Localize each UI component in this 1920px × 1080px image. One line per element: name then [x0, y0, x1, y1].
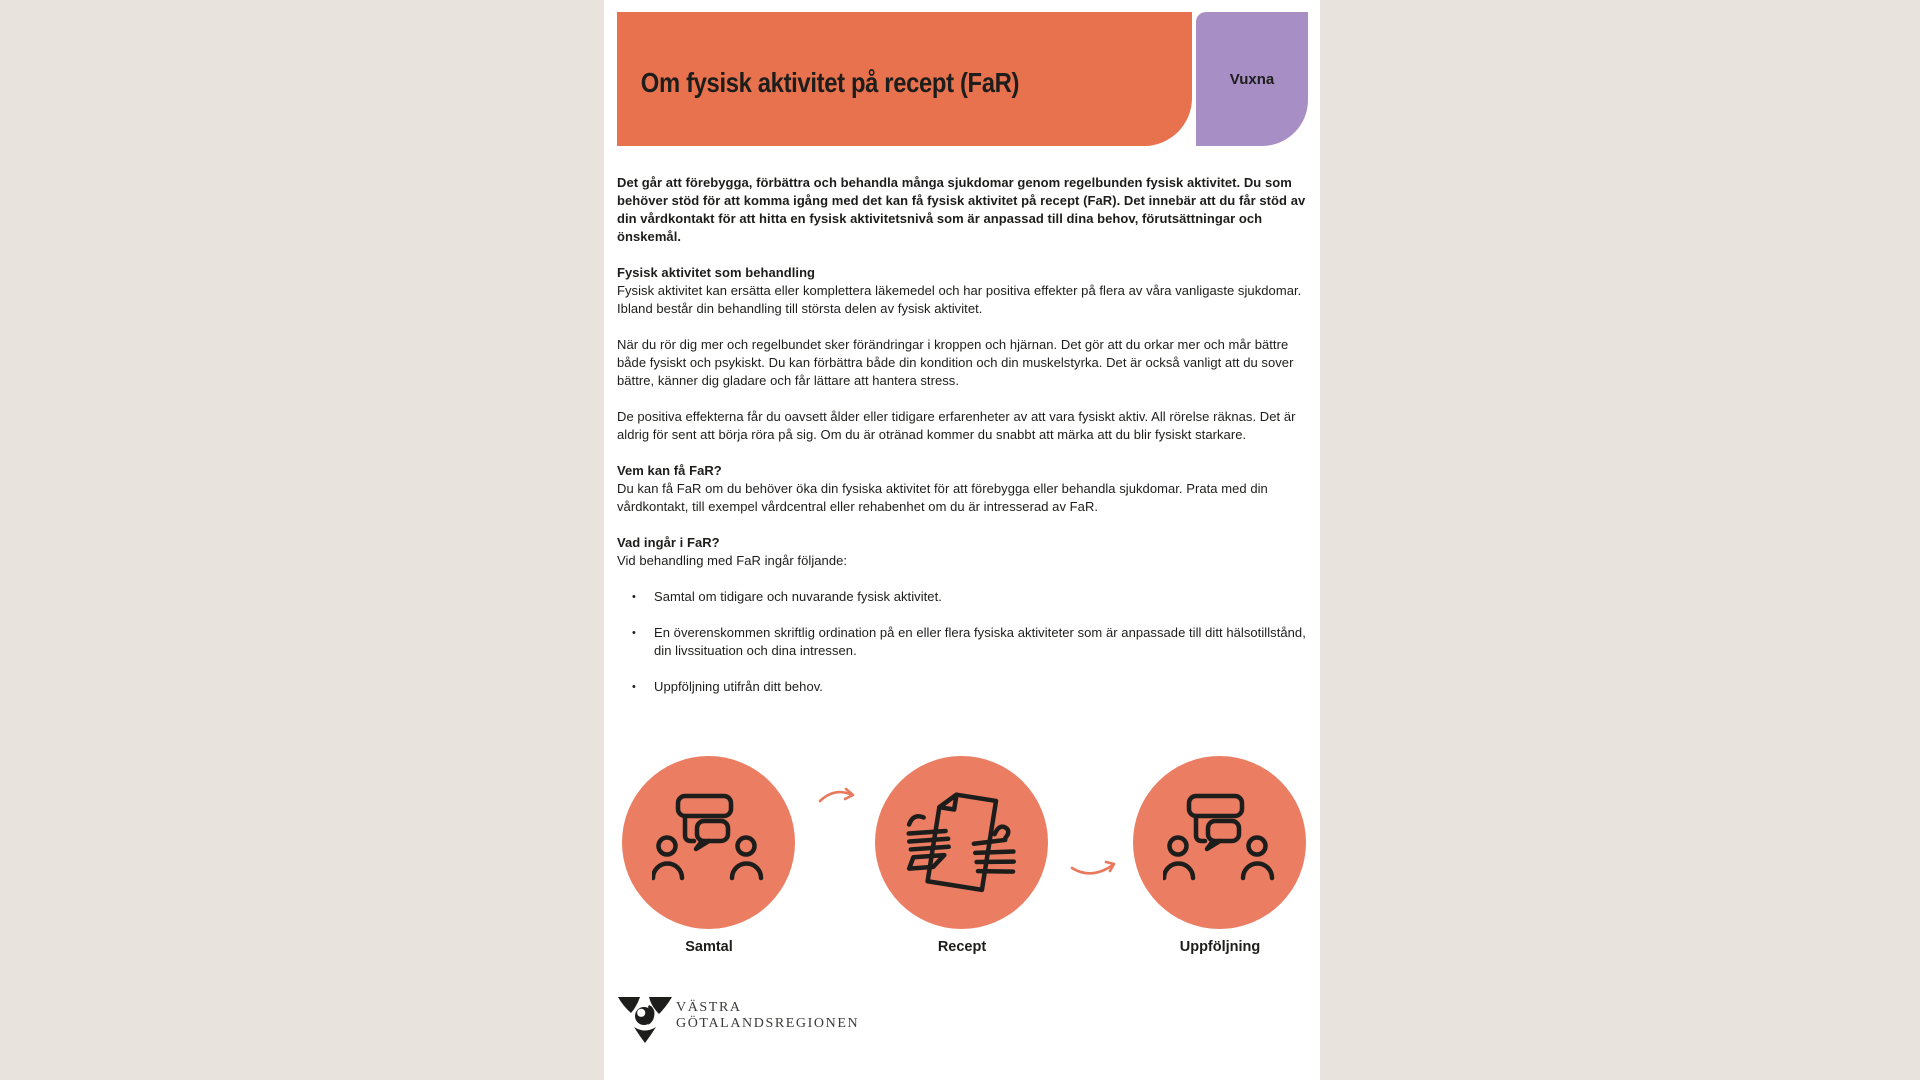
list-item-text: Samtal om tidigare och nuvarande fysisk aktivitet. [654, 589, 942, 604]
intro-paragraph: Det går att förebygga, förbättra och behandla många sjukdomar genom regelbunden fysisk aktivitet. Du som behöver stöd för att komma igång med det kan få fysisk aktivitet på recept (FaR). Det innebär att du får stöd av din vårdkontakt för att hitta en fysisk aktivitetsnivå som är anpassad till dina behov, förutsättningar och önskemål. [617, 175, 1306, 244]
vgr-logo-icon [618, 997, 672, 1043]
list-item [617, 678, 1309, 696]
process-step-recept [875, 756, 1049, 955]
step-label: Samtal [685, 939, 733, 955]
conversation-icon [652, 793, 764, 881]
process-step-uppfoljning [1133, 756, 1307, 955]
prescription-icon [901, 787, 1023, 905]
paragraph: Vid behandling med FaR ingår följande: [617, 553, 848, 568]
logo-text-line2: GÖTALANDSREGIONEN [676, 1015, 860, 1031]
list-item-text: En överenskommen skriftlig ordination på en eller flera fysiska aktiviteter som är anpassade till ditt hälsotillstånd, din livssituation och dina intressen. [654, 625, 1306, 658]
step-label: Recept [937, 939, 987, 955]
step-circle [622, 756, 795, 929]
audience-tab-label: Vuxna [1229, 70, 1275, 88]
paragraph: Du kan få FaR om du behöver öka din fysiska aktivitet för att förebygga eller behandla sjukdomar. Prata med din vårdkontakt, till exempel vårdcentral eller rehabenhet om du är intresserad av FaR. [617, 481, 1268, 514]
bullet-icon: • [632, 681, 636, 693]
header-banner [617, 12, 1192, 146]
conversation-icon [1163, 793, 1275, 881]
audience-tab [1196, 12, 1308, 146]
arrow-right-icon [1069, 858, 1117, 882]
list-item [617, 624, 1309, 660]
list-item [617, 588, 1309, 606]
page-title: Om fysisk aktivitet på recept (FaR) [640, 67, 1020, 98]
step-circle [875, 756, 1048, 929]
process-step-samtal [622, 756, 796, 955]
vgr-logo-text [676, 1000, 859, 1031]
section-heading-vem: Vem kan få FaR? [617, 463, 722, 478]
section-heading-vad: Vad ingår i FaR? [617, 535, 720, 550]
document-body [617, 174, 1309, 714]
step-circle [1133, 756, 1306, 929]
paragraph: När du rör dig mer och regelbundet sker förändringar i kroppen och hjärnan. Det gör att du orkar mer och mår bättre både fysiskt och psykiskt. Du kan förbättra både din kondition och din muskelstyrka. Det är också vanligt att du sover bättre, känner dig gladare och får lättare att hantera stress. [617, 337, 1294, 388]
bullet-icon: • [632, 627, 636, 639]
paragraph: Fysisk aktivitet kan ersätta eller komplettera läkemedel och har positiva effekter på flera av våra vanligaste sjukdomar. Ibland består din behandling till största delen av fysisk aktivitet. [617, 283, 1302, 316]
list-item-text: Uppföljning utifrån ditt behov. [654, 679, 823, 694]
document-page [604, 0, 1320, 1080]
arrow-right-icon [818, 786, 858, 808]
logo-text-line1: VÄSTRA [676, 1000, 742, 1015]
bullet-icon: • [632, 591, 636, 603]
section-heading-behandling: Fysisk aktivitet som behandling [617, 265, 816, 280]
step-label: Uppföljning [1179, 939, 1261, 955]
far-bullet-list [617, 588, 1309, 696]
paragraph: De positiva effekterna får du oavsett ålder eller tidigare erfarenheter av att vara fysiskt aktiv. All rörelse räknas. Det är aldrig för sent att börja röra på sig. Om du är otränad kommer du snabbt att märka att du blir fysiskt starkare. [617, 409, 1296, 442]
